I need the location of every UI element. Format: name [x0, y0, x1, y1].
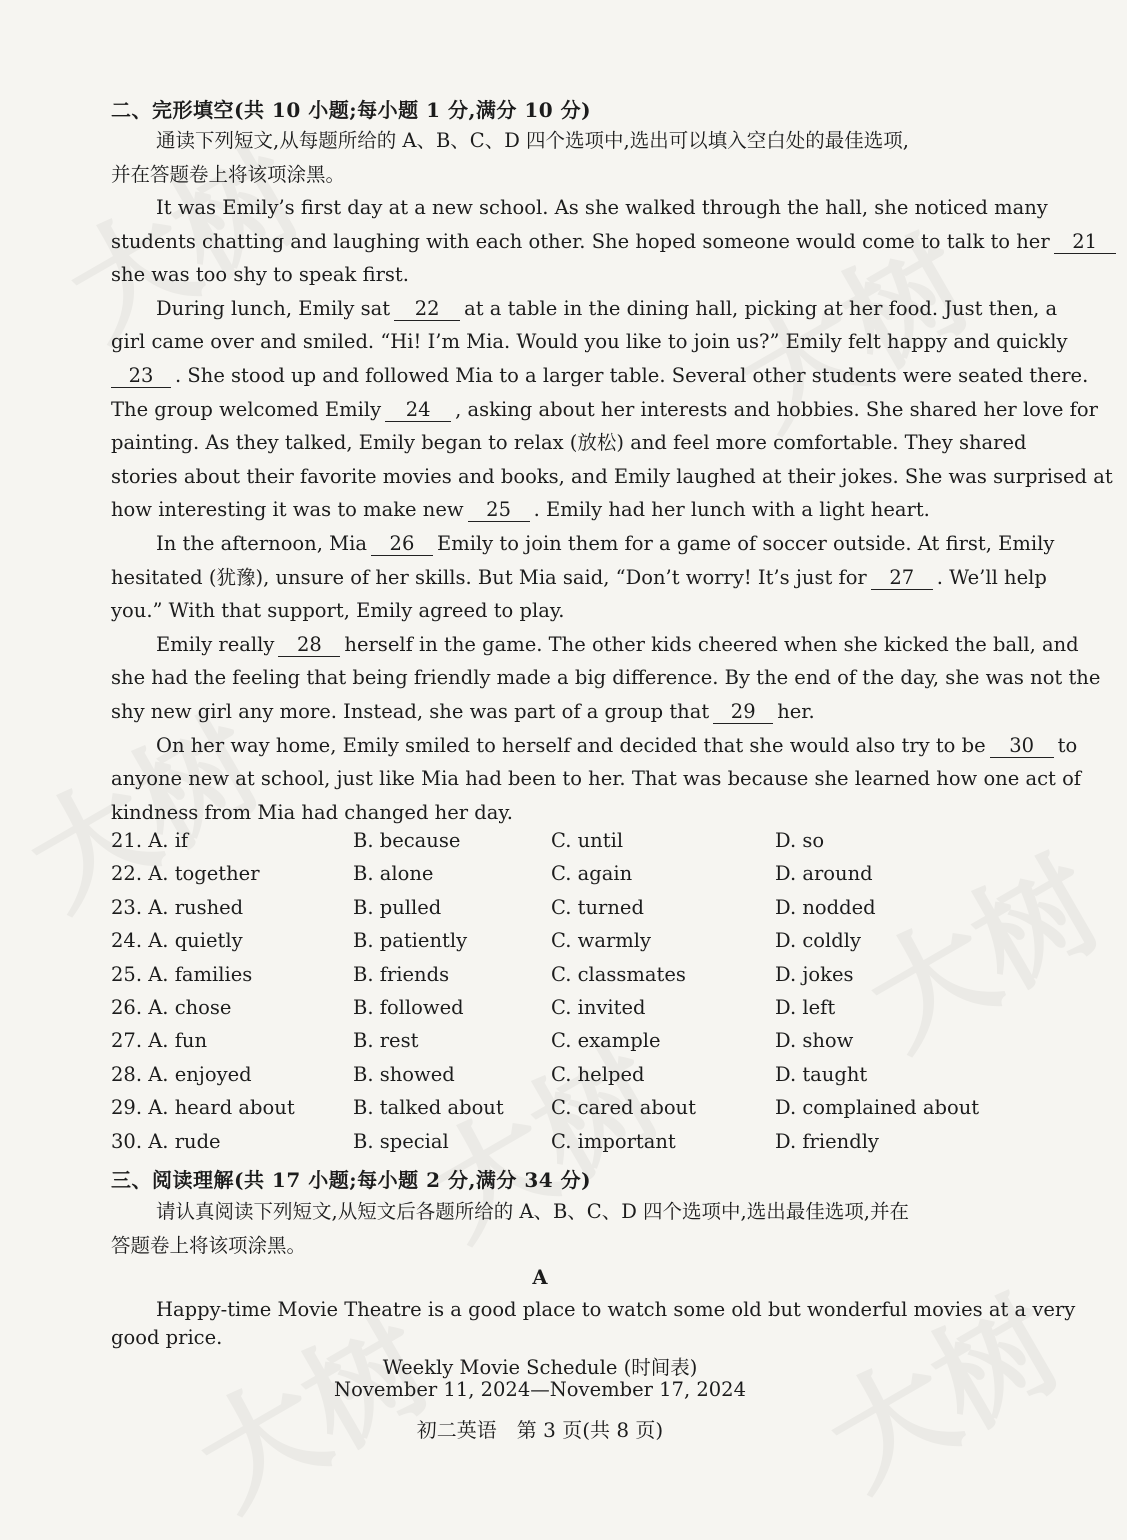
section-heading: 二、完形填空(共 10 小题;每小题 1 分,满分 10 分): [111, 98, 592, 122]
option-row: 24. A. quietly B. patiently C. warmly D. coldly: [111, 929, 861, 953]
option-row: 23. A. rushed B. pulled C. turned D. nodded: [111, 895, 876, 919]
option-row: 27. A. fun B. rest C. example D. show: [111, 1029, 854, 1053]
option-row: 28. A. enjoyed B. showed C. helped D. taught: [111, 1062, 868, 1086]
reading-intro: Happy-time Movie Theatre is a good place to watch some old but wonderful movies at a very good price.: [111, 1298, 1076, 1349]
blank-26: 26: [371, 533, 433, 556]
blank-28: 28: [278, 634, 340, 657]
page-footer: 初二英语 第 3 页(共 8 页): [416, 1418, 664, 1442]
blank-24: 24: [385, 399, 451, 422]
section-heading: 三、阅读理解(共 17 小题;每小题 2 分,满分 34 分): [111, 1168, 592, 1192]
blank-30: 30: [990, 735, 1054, 758]
blank-22: 22: [394, 298, 460, 321]
option-row: 21. A. if B. because C. until D. so: [111, 829, 825, 852]
section-instruction: 通读下列短文,从每题所给的 A、B、C、D 四个选项中,选出可以填入空白处的最佳选项, 并在答题卷上将该项涂黑。: [111, 129, 909, 186]
blank-27: 27: [871, 567, 933, 590]
option-row: 30. A. rude B. special C. important D. friendly: [111, 1129, 879, 1153]
schedule-title: Weekly Movie Schedule (时间表): [382, 1356, 698, 1379]
option-row: 26. A. chose B. followed C. invited D. left: [111, 995, 836, 1019]
blank-29: 29: [713, 701, 773, 724]
blank-21: 21: [1054, 231, 1116, 254]
section-instruction: 请认真阅读下列短文,从短文后各题所给的 A、B、C、D 四个选项中,选出最佳选项,并在 答题卷上将该项涂黑。: [111, 1200, 909, 1257]
cloze-passage: It was Emily’s first day at a new school. As she walked through the hall, she noticed many students chatting and laughing with each other. She hoped someone would come to talk to her 21 she was too shy to speak first. During lunch, Emily sat 22 at a table in the dining hall, picking at her food. Just then, a girl came over and smiled. “Hi! I’m Mia. Would you like to join us?” Emily felt happy and quickly 23 . She stood up and followed Mia to a larger table. Several other students were seated there. The group welcomed Emily 24 , asking about her interests and hobbies. She shared her love for painting. As they talked, Emily began to relax (放松) and feel more comfortable. They shared stories about their favorite movies and books, and Emily laughed at their jokes. She was surprised at how interesting it was to make new 25 . Emily had her lunch with a light heart. In the afternoon, Mia 26 Emily to join them for a game of soccer outside. At first, Emily hesitated (犹豫), unsure of her skills. But Mia said, “Don’t worry! It’s just for 27 . We’ll help you.” With that support, Emily agreed to play. Emily really 28 herself in the game. The other kids cheered when she kicked the ball, and she had the feeling that being friendly made a big difference. By the end of the day, she was not the shy new girl any more. Instead, she was part of a group that 29 her. On her way home, Emily smiled to herself and decided that she would also try to be 30 to anyone new at school, just like Mia had been to her. That was because she learned how one act of kindness from Mia had changed her day.: [111, 191, 987, 829]
option-row: 29. A. heard about B. talked about C. cared about D. complained about: [111, 1096, 980, 1120]
answer-options: [111, 829, 1011, 1163]
option-row: 22. A. together B. alone C. again D. around: [111, 862, 873, 886]
part-label: A: [532, 1266, 548, 1289]
blank-23: 23: [111, 365, 171, 388]
blank-25: 25: [468, 499, 530, 522]
option-row: 25. A. families B. friends C. classmates D. jokes: [111, 962, 854, 986]
schedule-dates: November 11, 2024—November 17, 2024: [334, 1378, 746, 1401]
